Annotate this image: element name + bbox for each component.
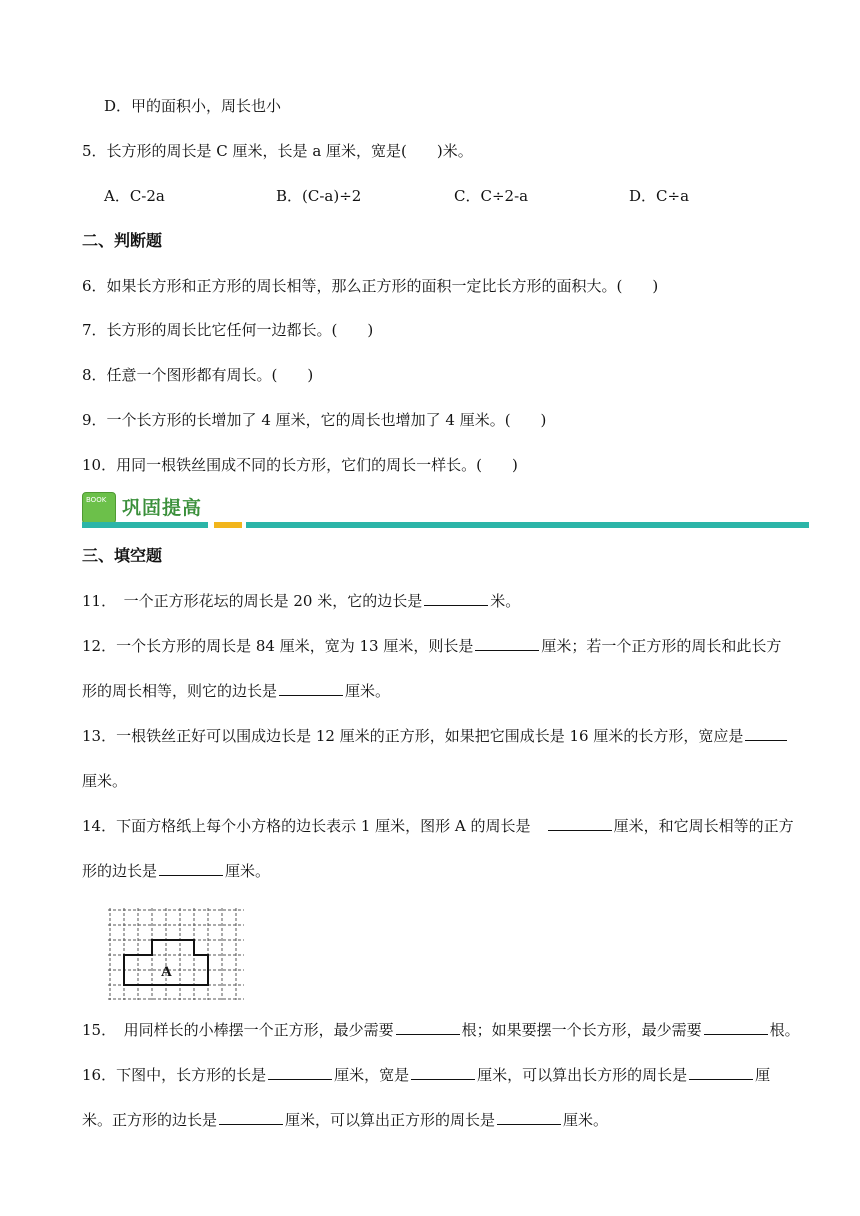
option-a: A．C-2a xyxy=(104,187,165,205)
answer-blank[interactable] xyxy=(689,1065,753,1080)
option-c: C．C÷2-a xyxy=(454,187,529,205)
grid-figure xyxy=(106,906,246,1002)
question-7: 7．长方形的周长比它任何一边都长。( ) xyxy=(82,321,374,339)
question-13: 13．一根铁丝正好可以围成边长是 12 厘米的正方形，如果把它围成长是 16 厘米的长方形，宽应是 xyxy=(82,726,789,746)
answer-blank[interactable] xyxy=(475,636,539,651)
answer-blank[interactable] xyxy=(704,1020,768,1035)
question-14-cont: 形的边长是 厘米。 xyxy=(82,862,271,880)
shape-a-label: A xyxy=(161,964,172,980)
question-13-cont: 厘米。 xyxy=(82,772,128,790)
question-10: 10．用同一根铁丝围成不同的长方形，它们的周长一样长。( ) xyxy=(82,456,518,474)
question-5: 5．长方形的周长是 C 厘米，长是 a 厘米，宽是( )米。 xyxy=(82,142,473,160)
answer-blank[interactable] xyxy=(548,816,612,831)
answer-blank[interactable] xyxy=(268,1065,332,1080)
question-11: 11． 一个正方形花坛的周长是 20 米，它的边长是 米。 xyxy=(82,592,521,610)
answer-blank[interactable] xyxy=(497,1110,561,1125)
answer-blank[interactable] xyxy=(219,1110,283,1125)
answer-blank[interactable] xyxy=(424,591,488,606)
question-9: 9．一个长方形的长增加了 4 厘米，它的周长也增加了 4 厘米。( ) xyxy=(82,411,547,429)
question-6: 6．如果长方形和正方形的周长相等，那么正方形的面积一定比长方形的面积大。( ) xyxy=(82,277,659,295)
answer-blank[interactable] xyxy=(411,1065,475,1080)
section-title-judge: 二、判断题 xyxy=(82,231,163,250)
option-d2: D．C÷a xyxy=(629,187,690,205)
question-12: 12．一个长方形的周长是 84 厘米，宽为 13 厘米，则长是 厘米；若一个正方形的周长和此长方 xyxy=(82,637,782,655)
banner-bar xyxy=(82,522,809,528)
question-5-options xyxy=(104,186,704,206)
section-title-fill: 三、填空题 xyxy=(82,546,163,565)
answer-blank[interactable] xyxy=(396,1020,460,1035)
book-icon: BOOK xyxy=(82,492,116,524)
question-14: 14．下面方格纸上每个小方格的边长表示 1 厘米，图形 A 的周长是 厘米，和它周长相等的正方 xyxy=(82,817,794,835)
question-16-cont: 米。正方形的边长是 厘米，可以算出正方形的周长是 厘米。 xyxy=(82,1111,609,1129)
question-12-cont: 形的周长相等，则它的边长是 厘米。 xyxy=(82,682,391,700)
answer-blank[interactable] xyxy=(159,861,223,876)
option-d: D．甲的面积小，周长也小 xyxy=(104,97,282,115)
banner-title: 巩固提高 xyxy=(122,497,203,519)
question-8: 8．任意一个图形都有周长。( ) xyxy=(82,366,314,384)
answer-blank[interactable] xyxy=(745,726,787,741)
question-16: 16．下图中，长方形的长是 厘米，宽是 厘米，可以算出长方形的周长是 厘 xyxy=(82,1066,771,1084)
answer-blank[interactable] xyxy=(279,681,343,696)
question-15: 15． 用同样长的小棒摆一个正方形，最少需要 根；如果要摆一个长方形，最少需要 根。 xyxy=(82,1021,800,1039)
option-b: B．(C-a)÷2 xyxy=(276,187,362,205)
section-banner xyxy=(82,490,809,530)
